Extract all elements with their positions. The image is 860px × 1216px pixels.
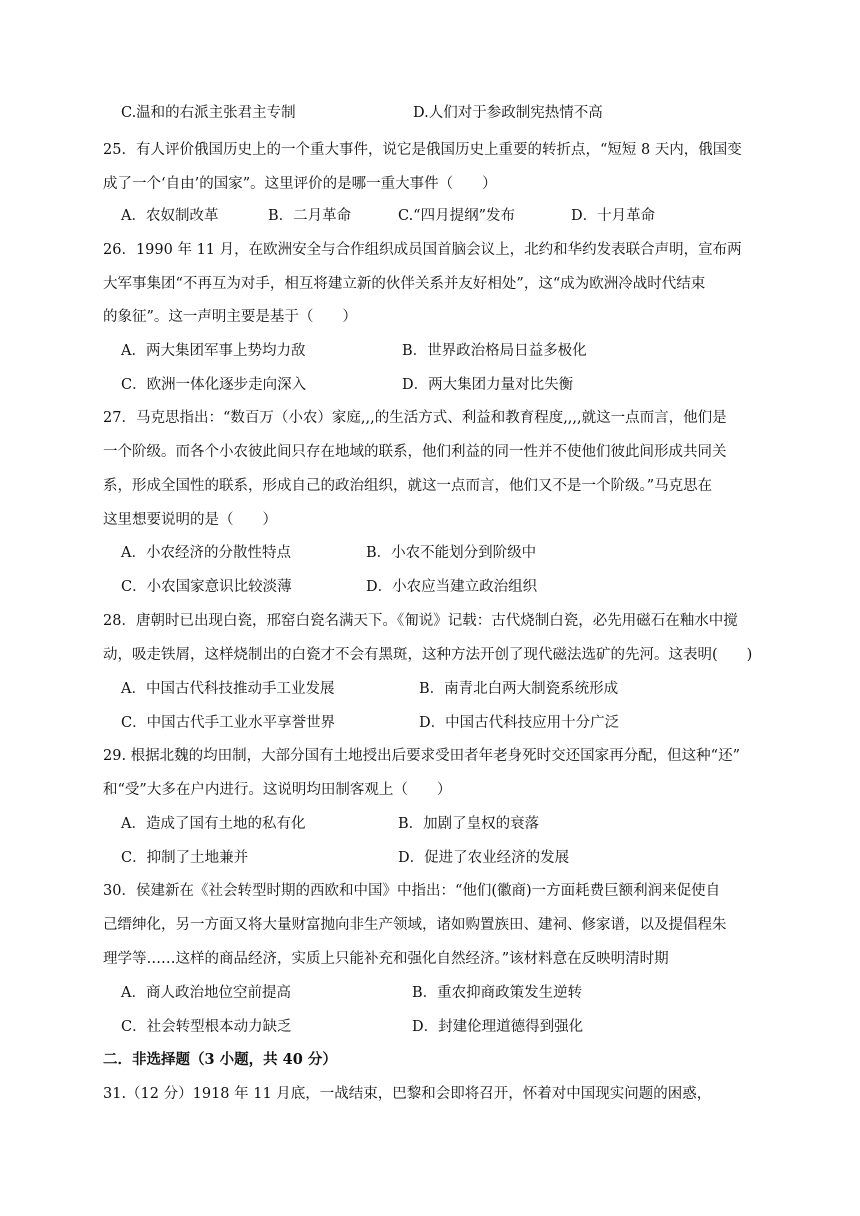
q26-option-a: A．两大集团军事上势均力敌 bbox=[121, 343, 306, 359]
q26-stem-line-3: 的象征”。这一声明主要是基于（ ） bbox=[103, 309, 357, 325]
q30-option-b: B．重农抑商政策发生逆转 bbox=[412, 985, 583, 1001]
q30-stem-line-3: 理学等……这样的商品经济，实质上只能补充和强化自然经济。”该材料意在反映明清时期 bbox=[103, 951, 669, 967]
q26-option-c: C．欧洲一体化逐步走向深入 bbox=[121, 377, 307, 393]
q30-option-d: D．封建伦理道德得到强化 bbox=[412, 1019, 584, 1035]
q28-option-b: B．南青北白两大制瓷系统形成 bbox=[419, 681, 619, 697]
q30-option-c: C．社会转型根本动力缺乏 bbox=[121, 1019, 292, 1035]
q25-option-c: C.“四月提纲”发布 bbox=[398, 208, 516, 224]
q27-stem-line-1: 27．马克思指出：“数百万（小农）家庭,,,的生活方式、利益和教育程度,,,,就这一点而言，他们是 bbox=[103, 410, 727, 426]
q24-option-c: C.温和的右派主张君主专制 bbox=[121, 105, 296, 121]
q29-stem-line-2: 和“受”大多在户内进行。这说明均田制客观上（ ） bbox=[103, 782, 452, 798]
q28-stem-line-2: 动，吸走铁屑，这样烧制出的白瓷才不会有黑斑，这种方法开创了现代磁法选矿的先河。这表明( ) bbox=[103, 647, 753, 663]
q30-stem-line-2: 己缙绅化，另一方面又将大量财富抛向非生产领域，诸如购置族田、建祠、修家谱，以及提倡程朱 bbox=[103, 917, 727, 933]
q29-option-b: B．加剧了皇权的衰落 bbox=[398, 816, 540, 832]
q30-option-a: A．商人政治地位空前提高 bbox=[121, 985, 291, 1001]
q24-option-d: D.人们对于参政制宪热情不高 bbox=[413, 105, 603, 121]
q25-option-d: D．十月革命 bbox=[571, 208, 656, 224]
q26-stem-line-2: 大军事集团“不再互为对手，相互将建立新的伙伴关系并友好相处”，这“成为欧洲冷战时代结束 bbox=[103, 276, 706, 292]
q28-option-d: D．中国古代科技应用十分广泛 bbox=[419, 715, 620, 731]
q30-stem-line-1: 30．侯建新在《社会转型时期的西欧和中国》中指出：“他们(徽商)一方面耗费巨额利润来促使自 bbox=[103, 883, 721, 899]
q27-option-c: C．小农国家意识比较淡薄 bbox=[121, 579, 292, 595]
q26-stem-line-1: 26．1990 年 11 月，在欧洲安全与合作组织成员国首脑会议上，北约和华约发表联合声明，宣布两 bbox=[103, 242, 742, 258]
q28-option-a: A．中国古代科技推动手工业发展 bbox=[121, 681, 335, 697]
q27-option-d: D．小农应当建立政治组织 bbox=[366, 579, 538, 595]
q27-stem-line-3: 系，形成全国性的联系，形成自己的政治组织，就这一点而言，他们又不是一个阶级。”马克思在 bbox=[103, 478, 713, 494]
q31-stem-line-1: 31.（12 分）1918 年 11 月底，一战结束，巴黎和会即将召开，怀着对中国现实问题的困惑， bbox=[103, 1086, 712, 1102]
q26-option-b: B．世界政治格局日益多极化 bbox=[402, 343, 587, 359]
q26-option-d: D．两大集团力量对比失衡 bbox=[402, 377, 574, 393]
q25-option-a: A．农奴制改革 bbox=[121, 208, 219, 224]
q27-stem-line-2: 一个阶级。而各个小农彼此间只存在地域的联系，他们利益的同一性并不使他们彼此间形成共同关 bbox=[103, 444, 727, 460]
q27-option-a: A．小农经济的分散性特点 bbox=[121, 545, 291, 561]
q29-option-a: A．造成了国有土地的私有化 bbox=[121, 816, 306, 832]
q28-stem-line-1: 28．唐朝时已出现白瓷，邢窑白瓷名满天下。《匍说》记载：古代烧制白瓷，必先用磁石在釉水中搅 bbox=[103, 613, 738, 629]
q25-stem-line-2: 成了一个‘自由’的国家”。这里评价的是哪一重大事件（ ） bbox=[103, 176, 497, 192]
q25-stem-line-1: 25．有人评价俄国历史上的一个重大事件，说它是俄国历史上重要的转折点，“短短 8 天内，俄国变 bbox=[103, 142, 742, 158]
q25-option-b: B．二月革命 bbox=[268, 208, 352, 224]
q29-option-c: C．抑制了土地兼并 bbox=[121, 850, 249, 866]
q27-option-b: B．小农不能划分到阶级中 bbox=[366, 545, 537, 561]
q29-stem-line-1: 29. 根据北魏的均田制，大部分国有土地授出后要求受田者年老身死时交还国家再分配，但这种“还” bbox=[103, 748, 740, 764]
q27-stem-line-4: 这里想要说明的是（ ） bbox=[103, 512, 277, 528]
q28-option-c: C．中国古代手工业水平享誉世界 bbox=[121, 715, 336, 731]
section-heading: 二．非选择题（3 小题，共 40 分） bbox=[103, 1051, 337, 1068]
q29-option-d: D．促进了农业经济的发展 bbox=[398, 850, 570, 866]
